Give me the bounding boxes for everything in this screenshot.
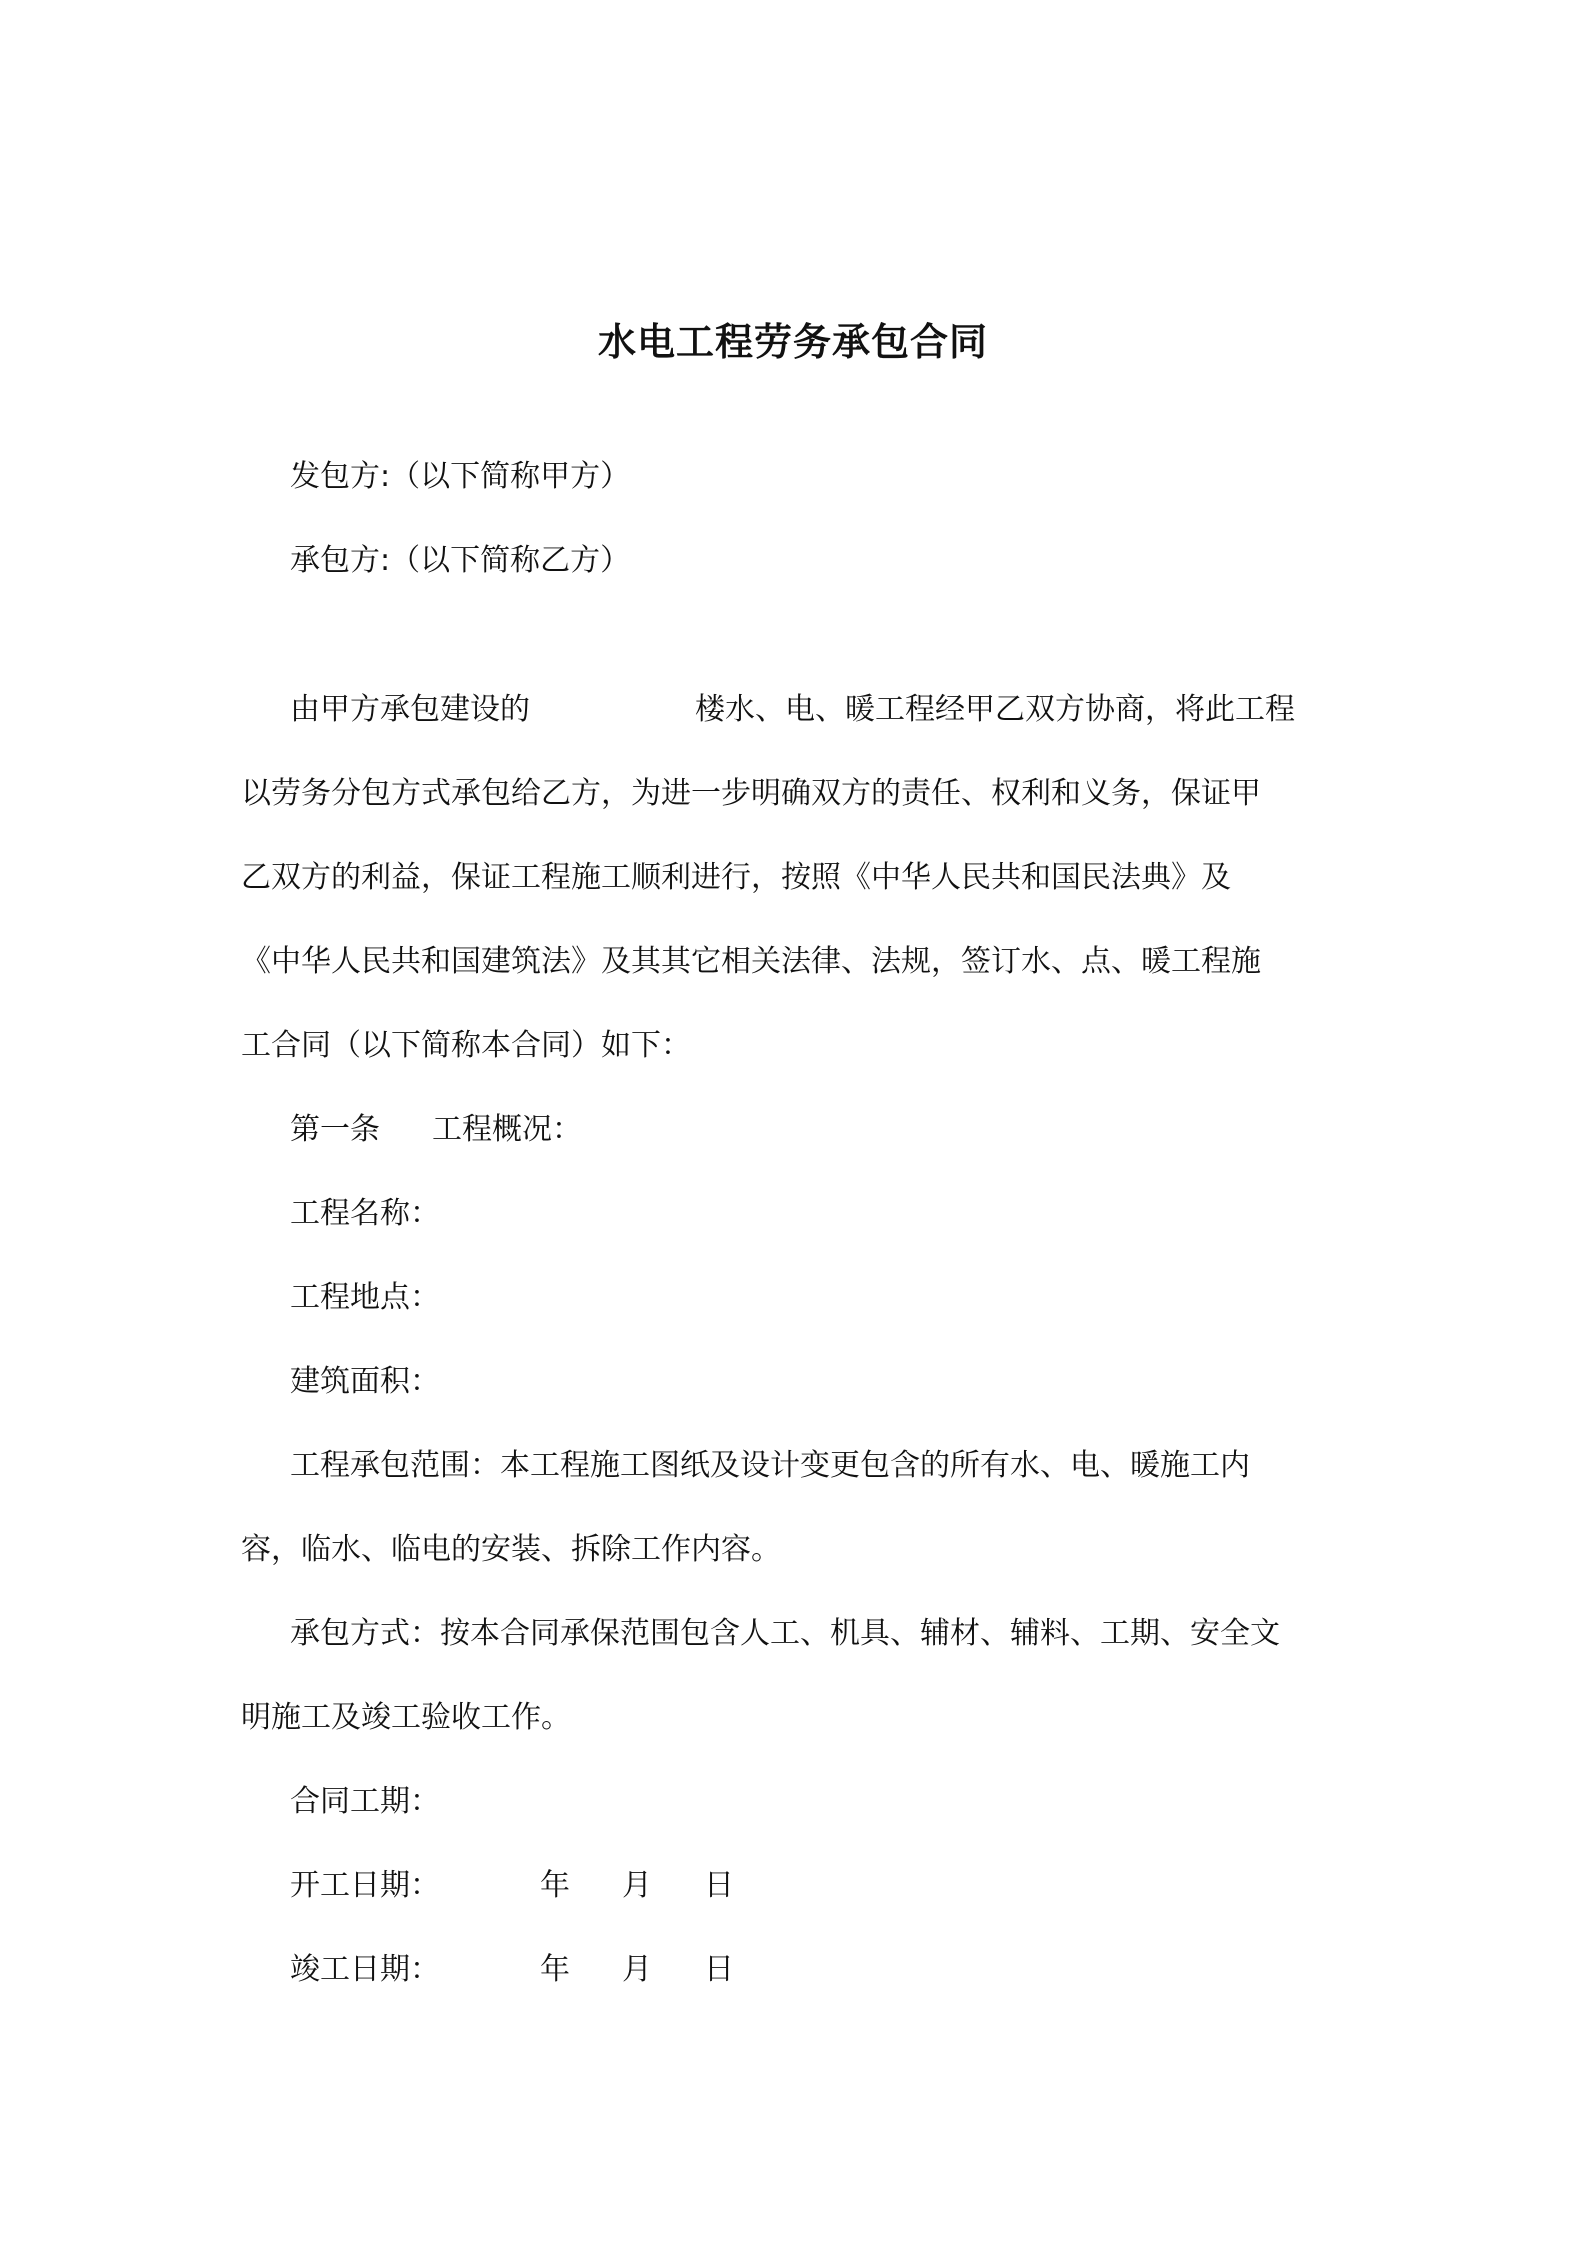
completion-date-month: 月 bbox=[622, 1952, 652, 1987]
article-number: 第一条 bbox=[290, 1112, 380, 1147]
article-1-heading bbox=[290, 1105, 582, 1155]
completion-date-label: 竣工日期： bbox=[290, 1952, 440, 1987]
start-date-field bbox=[290, 1861, 734, 1911]
project-location-field: 工程地点： bbox=[290, 1280, 440, 1315]
contract-period-field: 合同工期： bbox=[290, 1784, 440, 1819]
start-date-label: 开工日期： bbox=[290, 1868, 440, 1903]
preamble-line-3: 乙双方的利益，保证工程施工顺利进行，按照《中华人民共和国民法典》及 bbox=[241, 860, 1231, 895]
party-a-line: 发包方:（以下简称甲方） bbox=[290, 459, 631, 494]
scope-line-2: 容，临水、临电的安装、拆除工作内容。 bbox=[241, 1532, 781, 1567]
preamble-line-4: 《中华人民共和国建筑法》及其其它相关法律、法规，签订水、点、暖工程施 bbox=[241, 944, 1261, 979]
preamble-line-2: 以劳务分包方式承包给乙方，为进一步明确双方的责任、权利和义务，保证甲 bbox=[241, 776, 1261, 811]
preamble-text-cont: 楼水、电、暖工程经甲乙双方协商，将此工程 bbox=[695, 692, 1295, 727]
method-line-2: 明施工及竣工验收工作。 bbox=[241, 1700, 571, 1735]
completion-date-day: 日 bbox=[704, 1952, 734, 1987]
party-b-line: 承包方:（以下简称乙方） bbox=[290, 543, 631, 578]
scope-line-1: 工程承包范围：本工程施工图纸及设计变更包含的所有水、电、暖施工内 bbox=[290, 1448, 1250, 1483]
completion-date-year: 年 bbox=[540, 1952, 570, 1987]
start-date-month: 月 bbox=[622, 1868, 652, 1903]
completion-date-field bbox=[290, 1945, 734, 1995]
preamble-text-start: 由甲方承包建设的 bbox=[290, 692, 530, 727]
building-area-field: 建筑面积： bbox=[290, 1364, 440, 1399]
article-title: 工程概况： bbox=[432, 1112, 582, 1147]
project-name-field: 工程名称： bbox=[290, 1196, 440, 1231]
preamble-line-1 bbox=[290, 685, 1295, 735]
preamble-line-5: 工合同（以下简称本合同）如下： bbox=[241, 1028, 691, 1063]
start-date-year: 年 bbox=[540, 1868, 570, 1903]
start-date-day: 日 bbox=[704, 1868, 734, 1903]
method-line-1: 承包方式：按本合同承保范围包含人工、机具、辅材、辅料、工期、安全文 bbox=[290, 1616, 1280, 1651]
document-title: 水电工程劳务承包合同 bbox=[597, 320, 988, 364]
